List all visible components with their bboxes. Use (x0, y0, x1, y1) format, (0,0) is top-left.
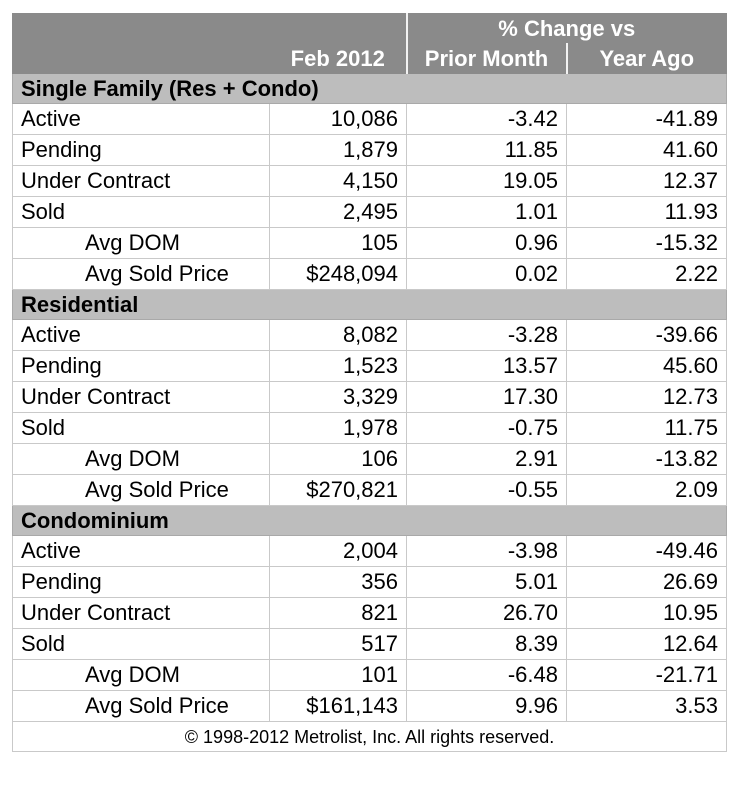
row-label: Active (13, 536, 270, 567)
row-label: Avg Sold Price (13, 691, 270, 722)
cell-year-ago: 12.64 (567, 629, 727, 660)
cell-prior-month: 1.01 (407, 197, 567, 228)
cell-year-ago: 12.73 (567, 382, 727, 413)
row-label: Under Contract (13, 382, 270, 413)
table-row (13, 104, 727, 135)
cell-year-ago: 11.75 (567, 413, 727, 444)
row-label: Under Contract (13, 598, 270, 629)
section-header-row (13, 74, 727, 104)
table-row (13, 259, 727, 290)
table-row (13, 351, 727, 382)
cell-prior-month: 8.39 (407, 629, 567, 660)
cell-prior-month: 0.96 (407, 228, 567, 259)
table-row (13, 320, 727, 351)
header-year-ago: Year Ago (567, 44, 727, 74)
cell-prior-month: -0.75 (407, 413, 567, 444)
cell-year-ago: -13.82 (567, 444, 727, 475)
cell-prior-month: 19.05 (407, 166, 567, 197)
header-prior-month: Prior Month (407, 44, 567, 74)
table-row (13, 197, 727, 228)
cell-year-ago: -15.32 (567, 228, 727, 259)
section-header-row (13, 506, 727, 536)
cell-year-ago: 10.95 (567, 598, 727, 629)
cell-prior-month: 26.70 (407, 598, 567, 629)
cell-feb-2012: $161,143 (270, 691, 407, 722)
cell-feb-2012: 2,495 (270, 197, 407, 228)
cell-year-ago: 41.60 (567, 135, 727, 166)
cell-prior-month: -6.48 (407, 660, 567, 691)
section-title: Single Family (Res + Condo) (13, 74, 727, 104)
cell-feb-2012: 3,329 (270, 382, 407, 413)
row-label: Pending (13, 567, 270, 598)
header-row-group (13, 14, 727, 44)
cell-year-ago: 26.69 (567, 567, 727, 598)
table-row (13, 135, 727, 166)
cell-prior-month: 2.91 (407, 444, 567, 475)
cell-feb-2012: 356 (270, 567, 407, 598)
cell-feb-2012: 106 (270, 444, 407, 475)
header-feb-2012: Feb 2012 (270, 44, 407, 74)
row-label: Under Contract (13, 166, 270, 197)
cell-feb-2012: 517 (270, 629, 407, 660)
row-label: Avg DOM (13, 444, 270, 475)
cell-prior-month: -3.98 (407, 536, 567, 567)
row-label: Avg Sold Price (13, 475, 270, 506)
cell-prior-month: 17.30 (407, 382, 567, 413)
table-row (13, 413, 727, 444)
table-row (13, 660, 727, 691)
cell-feb-2012: 101 (270, 660, 407, 691)
cell-feb-2012: 1,879 (270, 135, 407, 166)
header-corner (13, 14, 270, 44)
cell-feb-2012: 105 (270, 228, 407, 259)
table-row (13, 444, 727, 475)
table-row (13, 382, 727, 413)
cell-year-ago: -21.71 (567, 660, 727, 691)
cell-prior-month: -0.55 (407, 475, 567, 506)
row-label: Active (13, 320, 270, 351)
cell-prior-month: -3.28 (407, 320, 567, 351)
cell-prior-month: 0.02 (407, 259, 567, 290)
row-label: Sold (13, 413, 270, 444)
table-row (13, 629, 727, 660)
cell-feb-2012: 821 (270, 598, 407, 629)
table-row (13, 475, 727, 506)
row-label: Avg DOM (13, 660, 270, 691)
header-feb-top (270, 14, 407, 44)
cell-feb-2012: 2,004 (270, 536, 407, 567)
cell-feb-2012: 1,523 (270, 351, 407, 382)
copyright-text: © 1998-2012 Metrolist, Inc. All rights reserved. (13, 722, 727, 752)
cell-year-ago: 12.37 (567, 166, 727, 197)
cell-year-ago: -49.46 (567, 536, 727, 567)
row-label: Sold (13, 629, 270, 660)
table-row (13, 536, 727, 567)
cell-year-ago: 2.09 (567, 475, 727, 506)
table-row (13, 691, 727, 722)
cell-feb-2012: 4,150 (270, 166, 407, 197)
cell-year-ago: 2.22 (567, 259, 727, 290)
cell-prior-month: -3.42 (407, 104, 567, 135)
section-header-row (13, 290, 727, 320)
row-label: Avg DOM (13, 228, 270, 259)
table-row (13, 567, 727, 598)
cell-year-ago: -41.89 (567, 104, 727, 135)
cell-prior-month: 13.57 (407, 351, 567, 382)
cell-prior-month: 5.01 (407, 567, 567, 598)
cell-year-ago: 3.53 (567, 691, 727, 722)
header-row-columns (13, 44, 727, 74)
cell-prior-month: 11.85 (407, 135, 567, 166)
section-title: Residential (13, 290, 727, 320)
row-label: Pending (13, 135, 270, 166)
market-stats-table (12, 13, 727, 752)
cell-year-ago: -39.66 (567, 320, 727, 351)
row-label: Active (13, 104, 270, 135)
cell-feb-2012: 8,082 (270, 320, 407, 351)
table-body (13, 14, 727, 752)
row-label: Sold (13, 197, 270, 228)
section-title: Condominium (13, 506, 727, 536)
cell-year-ago: 11.93 (567, 197, 727, 228)
table-row (13, 166, 727, 197)
cell-feb-2012: 10,086 (270, 104, 407, 135)
table-row (13, 598, 727, 629)
footer-row (13, 722, 727, 752)
header-group-label: % Change vs (407, 14, 727, 44)
header-label-col (13, 44, 270, 74)
row-label: Pending (13, 351, 270, 382)
cell-feb-2012: $270,821 (270, 475, 407, 506)
cell-feb-2012: $248,094 (270, 259, 407, 290)
cell-feb-2012: 1,978 (270, 413, 407, 444)
table-row (13, 228, 727, 259)
cell-year-ago: 45.60 (567, 351, 727, 382)
row-label: Avg Sold Price (13, 259, 270, 290)
cell-prior-month: 9.96 (407, 691, 567, 722)
